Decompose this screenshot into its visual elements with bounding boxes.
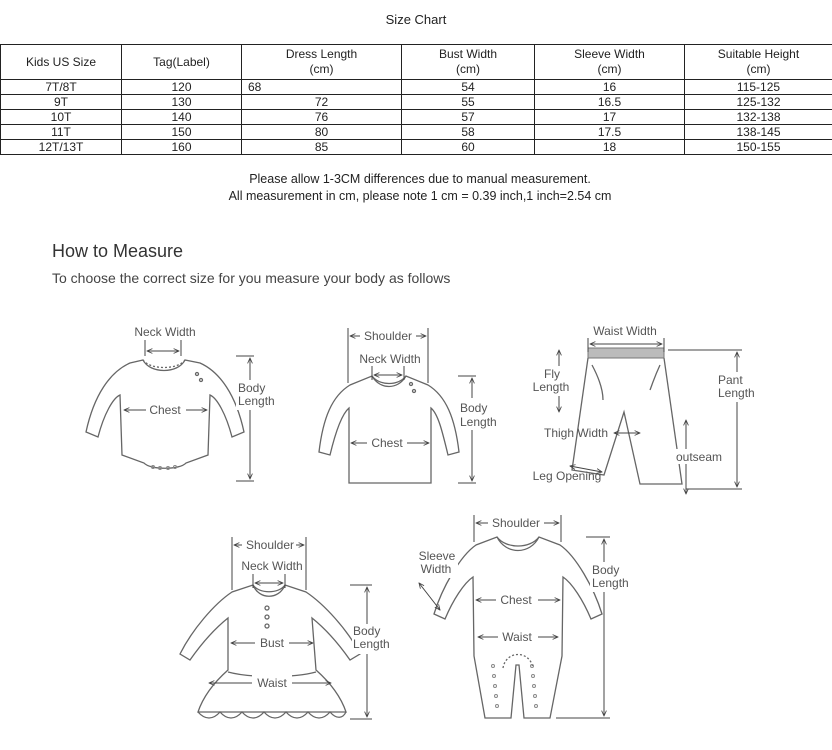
table-cell: 72 xyxy=(242,95,402,110)
table-cell: 9T xyxy=(1,95,122,110)
label-outseam: outseam xyxy=(675,450,723,464)
label-body-length-1: Body xyxy=(353,624,381,638)
table-cell: 76 xyxy=(242,110,402,125)
label-shoulder: Shoulder xyxy=(491,516,541,530)
label-pant-length-1: Pant xyxy=(718,373,743,387)
table-cell: 68 xyxy=(242,80,402,95)
label-bust: Bust xyxy=(259,636,285,650)
label-chest: Chest xyxy=(500,593,532,607)
table-cell: 150-155 xyxy=(685,140,832,155)
label-body-length-1: Body xyxy=(460,401,488,415)
label-chest: Chest xyxy=(149,403,181,417)
header-suitable-height: Suitable Height (cm) xyxy=(685,45,832,80)
label-waist-width: Waist Width xyxy=(593,324,657,338)
table-cell: 85 xyxy=(242,140,402,155)
header-sleeve-width: Sleeve Width (cm) xyxy=(535,45,685,80)
label-body-length-2: Length xyxy=(353,637,390,651)
table-cell: 115-125 xyxy=(685,80,832,95)
table-cell: 60 xyxy=(402,140,535,155)
label-thigh-width: Thigh Width xyxy=(543,426,609,440)
table-cell: 54 xyxy=(402,80,535,95)
label-sleeve-width-2: Width xyxy=(420,562,452,576)
label-waist: Waist xyxy=(502,630,532,644)
header-dress-length: Dress Length (cm) xyxy=(242,45,402,80)
table-cell: 138-145 xyxy=(685,125,832,140)
label-neck-width: Neck Width xyxy=(241,559,303,573)
label-body-length-2: Length xyxy=(238,394,275,408)
header-kids-us-size: Kids US Size xyxy=(1,45,122,80)
header-bust-width: Bust Width (cm) xyxy=(402,45,535,80)
table-cell: 7T/8T xyxy=(1,80,122,95)
label-leg-opening: Leg Opening xyxy=(532,469,602,483)
label-body-length-2: Length xyxy=(592,576,629,590)
romper-diagram xyxy=(414,515,632,718)
table-cell: 132-138 xyxy=(685,110,832,125)
size-chart-title: Size Chart xyxy=(385,12,447,27)
shirt-diagram xyxy=(319,328,500,483)
table-cell: 160 xyxy=(122,140,242,155)
pants-diagram xyxy=(530,324,760,494)
table-cell: 17 xyxy=(535,110,685,125)
table-cell: 10T xyxy=(1,110,122,125)
dress-diagram xyxy=(180,537,394,719)
bodysuit-diagram xyxy=(86,325,278,481)
how-to-measure-subtitle: To choose the correct size for you measure your body as follows xyxy=(52,270,451,286)
how-to-measure-heading: How to Measure xyxy=(52,241,184,261)
label-fly-length-1: Fly xyxy=(544,367,560,381)
note-tolerance: Please allow 1-3CM differences due to manual measurement. xyxy=(249,172,591,186)
table-cell: 11T xyxy=(1,125,122,140)
label-chest: Chest xyxy=(371,436,403,450)
label-sleeve-width-1: Sleeve xyxy=(418,549,456,563)
table-cell: 80 xyxy=(242,125,402,140)
table-cell: 150 xyxy=(122,125,242,140)
table-cell: 17.5 xyxy=(535,125,685,140)
header-tag-label: Tag(Label) xyxy=(122,45,242,80)
label-body-length-1: Body xyxy=(592,563,620,577)
label-body-length-2: Length xyxy=(460,415,497,429)
table-cell: 18 xyxy=(535,140,685,155)
label-neck-width: Neck Width xyxy=(359,352,421,366)
table-cell: 125-132 xyxy=(685,95,832,110)
table-cell: 55 xyxy=(402,95,535,110)
label-pant-length-2: Length xyxy=(718,386,755,400)
label-fly-length-2: Length xyxy=(532,380,570,394)
label-shoulder: Shoulder xyxy=(363,329,413,343)
table-cell: 16.5 xyxy=(535,95,685,110)
table-cell: 140 xyxy=(122,110,242,125)
label-waist: Waist xyxy=(257,676,287,690)
table-cell: 57 xyxy=(402,110,535,125)
table-cell: 58 xyxy=(402,125,535,140)
table-cell: 120 xyxy=(122,80,242,95)
label-neck-width: Neck Width xyxy=(134,325,196,339)
table-cell: 12T/13T xyxy=(1,140,122,155)
table-cell: 130 xyxy=(122,95,242,110)
table-cell: 16 xyxy=(535,80,685,95)
label-shoulder: Shoulder xyxy=(245,538,295,552)
note-conversion: All measurement in cm, please note 1 cm = 0.39 inch,1 inch=2.54 cm xyxy=(228,189,612,203)
label-body-length-1: Body xyxy=(238,381,266,395)
